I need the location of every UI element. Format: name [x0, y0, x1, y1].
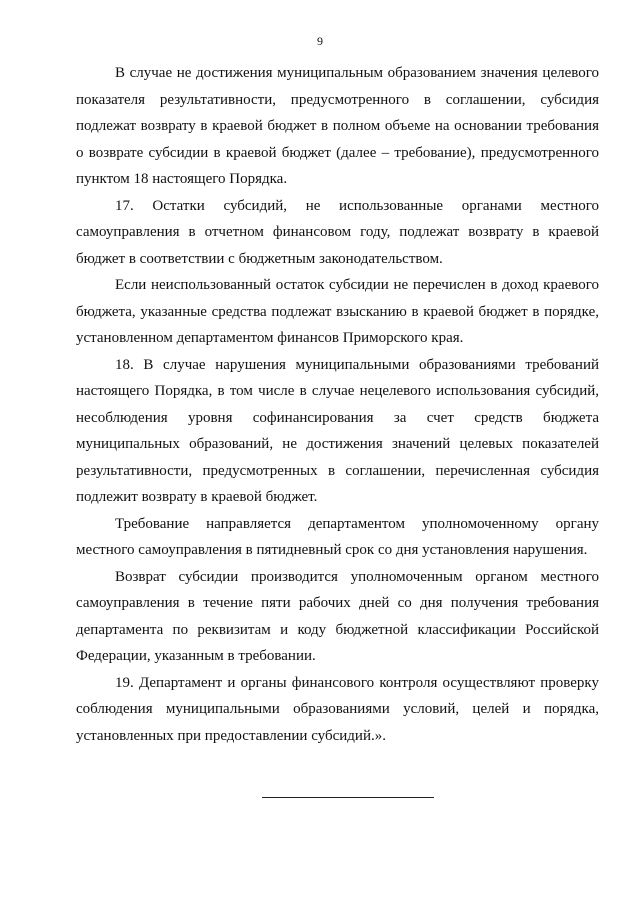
document-body: [76, 60, 599, 749]
closing-divider-line: [262, 797, 434, 798]
paragraph-refund-requirement: В случае не достижения муниципальным образованием значения целевого показателя результативности, предусмотренного в соглашении, субсидия подлежат возврату в краевой бюджет в полном объеме на основании требования о возврате субсидии в краевой бюджет (далее – требование), предусмотренного пунктом 18 настоящего Порядка.: [76, 65, 599, 187]
paragraph-subsidy-return: Возврат субсидии производится уполномоченным органом местного самоуправления в течение пяти рабочих дней со дня получения требования департамента по реквизитам и коду бюджетной классификации Российской Федерации, указанным в требовании.: [76, 568, 599, 664]
paragraph-recovery-of-balance: Если неиспользованный остаток субсидии не перечислен в доход краевого бюджета, указанные средства подлежат взысканию в краевой бюджет в порядке, установленном департаментом финансов Приморского края.: [76, 277, 599, 346]
paragraph-17-unused-balances: 17. Остатки субсидий, не использованные органами местного самоуправления в отчетном финансовом году, подлежат возврату в краевой бюджет в соответствии с бюджетным законодательством.: [76, 197, 599, 267]
page-number: 9: [317, 34, 323, 48]
paragraph-18-violations: 18. В случае нарушения муниципальными образованиями требований настоящего Порядка, в том числе в случае нецелевого использования субсидий, несоблюдения уровня софинансирования за счет средств бюджета муниципальных образований, не достижения значений целевых показателей результативности, предусмотренных в соглашении, перечисленная субсидия подлежит возврату в краевой бюджет.: [76, 356, 599, 505]
paragraph-requirement-sent: Требование направляется департаментом уполномоченному органу местного самоуправления в пятидневный срок со дня установления нарушения.: [76, 515, 599, 558]
paragraph-19-financial-control: 19. Департамент и органы финансового контроля осуществляют проверку соблюдения муниципальными образованиями условий, целей и порядка, установленных при предоставлении субсидий.».: [76, 674, 599, 744]
